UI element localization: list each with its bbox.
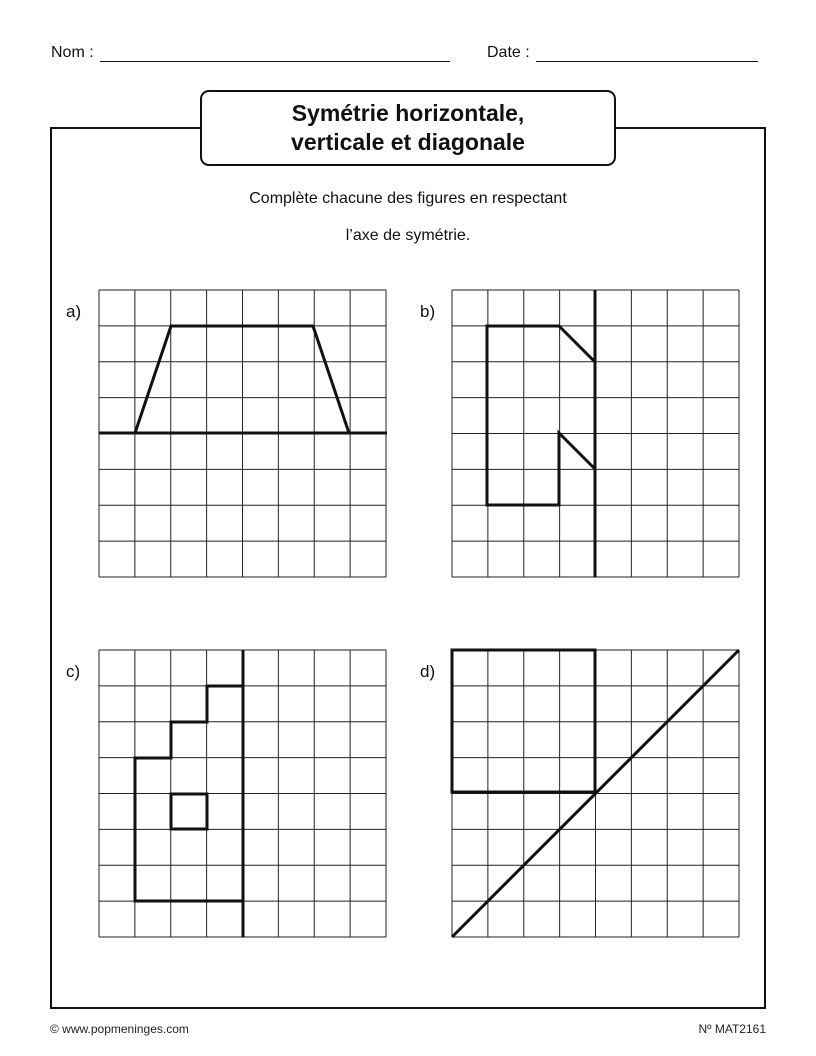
copyright-text: © www.popmeninges.com [50,1022,189,1036]
exercise-label-a: a) [66,302,82,321]
instruction-line-1: Complète chacune des figures en respectant [249,190,567,207]
name-label: Nom : [51,44,94,61]
shape-b [487,326,595,505]
exercise-label-d: d) [420,662,436,681]
title-line-1: Symétrie horizontale, [291,100,525,126]
exercise-label-c: c) [66,662,81,681]
exercise-label-b: b) [420,302,436,321]
instruction-line-2: l’axe de symétrie. [345,227,471,244]
small-square-c [171,794,207,829]
worksheet-code: Nº MAT2161 [698,1022,766,1036]
date-label: Date : [487,44,530,61]
title-line-2: verticale et diagonale [291,129,525,155]
